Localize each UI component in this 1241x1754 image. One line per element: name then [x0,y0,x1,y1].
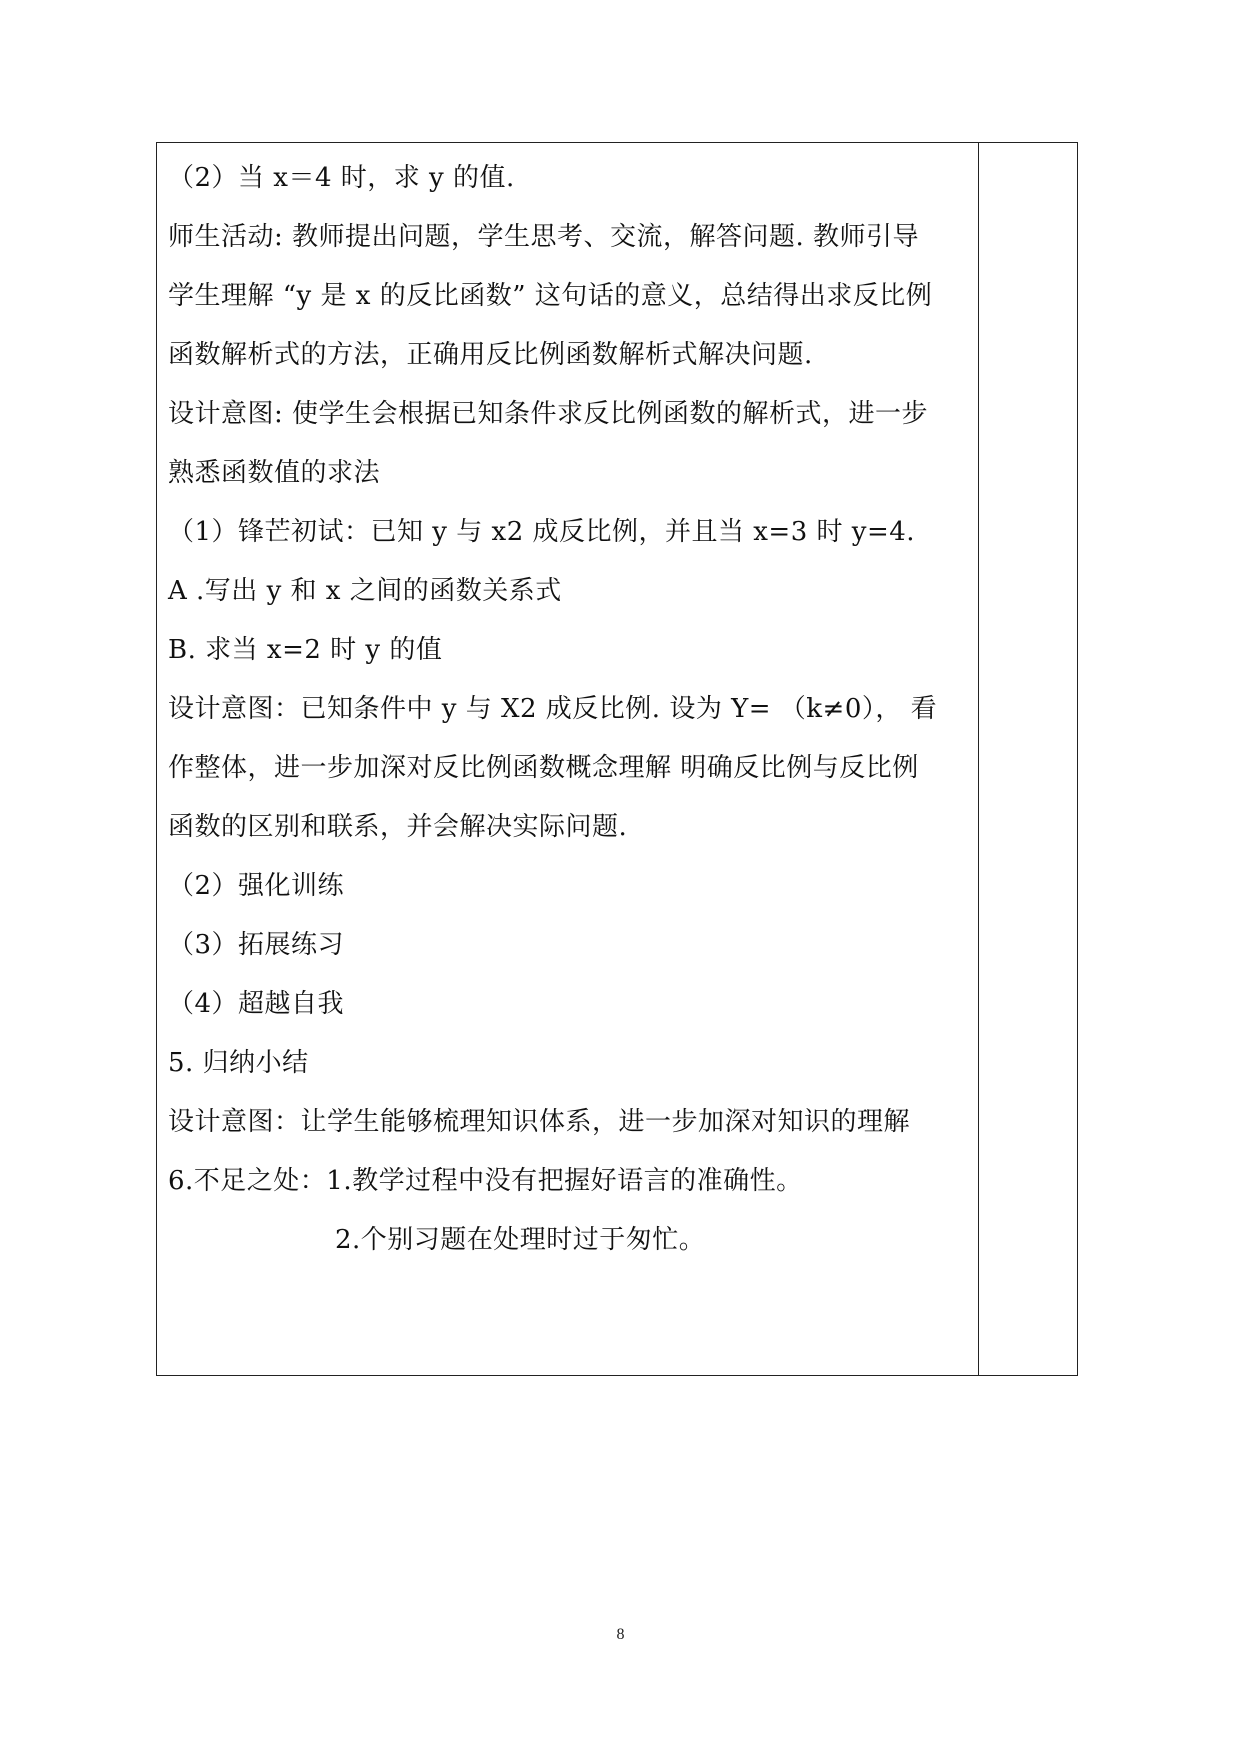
text-line: 6.不足之处：1.教学过程中没有把握好语言的准确性。 [168,1166,803,1196]
text-line: （4）超越自我 [168,989,345,1019]
text-line: （2）当 x＝4 时，求 y 的值. [168,163,515,193]
text-line: 5. 归纳小结 [168,1048,309,1078]
text-line: 设计意图：让学生能够梳理知识体系，进一步加深对知识的理解 [168,1107,911,1137]
text-line: （2）强化训练 [168,871,345,901]
text-line: 函数解析式的方法，正确用反比例函数解析式解决问题. [168,340,813,370]
lesson-content-cell [157,143,977,1375]
table-column-divider [978,142,979,1376]
text-line: （1）锋芒初试：已知 y 与 x2 成反比例，并且当 x=3 时 y=4. [168,517,916,547]
text-line: 学生理解 “y 是 x 的反比函数” 这句话的意义，总结得出求反比例 [168,281,933,311]
text-line: 设计意图: 使学生会根据已知条件求反比例函数的解析式，进一步 [168,399,929,429]
text-line: 师生活动: 教师提出问题，学生思考、交流，解答问题. 教师引导 [168,222,920,252]
text-line: （3）拓展练习 [168,930,345,960]
text-line: 函数的区别和联系，并会解决实际问题. [168,812,628,842]
text-line: 熟悉函数值的求法 [168,458,381,488]
text-line: 设计意图：已知条件中 y 与 X2 成反比例. 设为 Y= （k≠0）， 看 [168,694,938,724]
text-line: 作整体，进一步加深对反比例函数概念理解 明确反比例与反比例 [168,753,919,783]
remarks-cell [980,143,1076,1375]
text-line-indented: 2.个别习题在处理时过于匆忙。 [335,1225,706,1255]
text-line: A .写出 y 和 x 之间的函数关系式 [168,576,562,606]
text-line: B. 求当 x=2 时 y 的值 [168,635,443,665]
page-number: 8 [616,1626,625,1643]
